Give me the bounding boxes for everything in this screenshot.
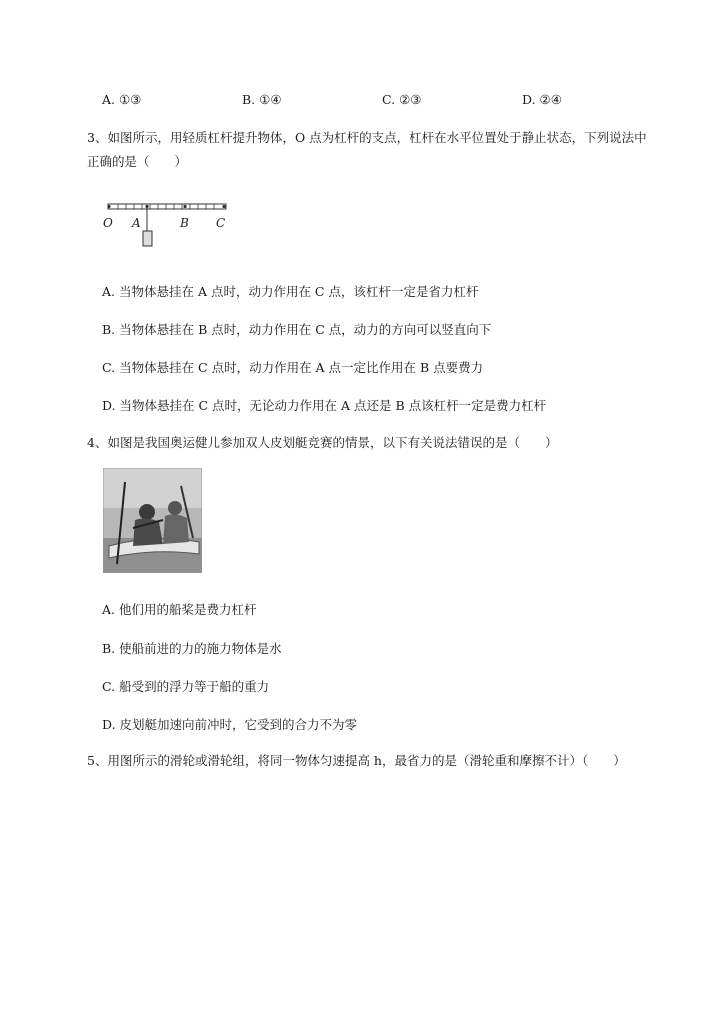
q4-option-a: A. 他们用的船桨是费力杠杆 [102, 602, 257, 617]
prev-option-c: C. ②③ [382, 92, 422, 107]
q4-option-c: C. 船受到的浮力等于船的重力 [102, 679, 270, 694]
q4-stem: 4、如图是我国奥运健儿参加双人皮划艇竞赛的情景，以下有关说法错误的是（ ） [87, 435, 558, 450]
prev-option-b: B. ①④ [242, 92, 282, 107]
q3-stem-line2: 正确的是（ ） [87, 154, 188, 169]
pivot-o-point [107, 205, 110, 208]
label-o: O [103, 216, 113, 230]
hanging-weight [143, 231, 152, 246]
label-c: C [216, 216, 226, 230]
kayak-photo [103, 468, 202, 573]
point-c [222, 205, 225, 208]
q3-option-a: A. 当物体悬挂在 A 点时，动力作用在 C 点，该杠杆一定是省力杠杆 [102, 284, 479, 299]
q4-option-b: B. 使船前进的力的施力物体是水 [102, 641, 282, 656]
point-a [145, 205, 148, 208]
point-b [183, 205, 186, 208]
q3-option-b: B. 当物体悬挂在 B 点时，动力作用在 C 点，动力的方向可以竖直向下 [102, 322, 492, 337]
label-b: B [180, 216, 189, 230]
lever-figure [100, 198, 235, 250]
label-a: A [132, 216, 141, 230]
q3-option-c: C. 当物体悬挂在 C 点时，动力作用在 A 点一定比作用在 B 点要费力 [102, 360, 484, 375]
q4-option-d: D. 皮划艇加速向前冲时，它受到的合力不为零 [102, 717, 358, 732]
prev-option-a: A. ①③ [102, 92, 142, 107]
q3-stem-line1: 3、如图所示，用轻质杠杆提升物体，O 点为杠杆的支点，杠杆在水平位置处于静止状态，下列说法中 [87, 130, 647, 145]
prev-option-d: D. ②④ [522, 92, 562, 107]
q5-stem: 5、用图所示的滑轮或滑轮组，将同一物体匀速提高 h，最省力的是（滑轮重和摩擦不计）（ ） [87, 753, 626, 768]
q3-option-d: D. 当物体悬挂在 C 点时，无论动力作用在 A 点还是 B 点该杠杆一定是费力杠杆 [102, 398, 547, 413]
